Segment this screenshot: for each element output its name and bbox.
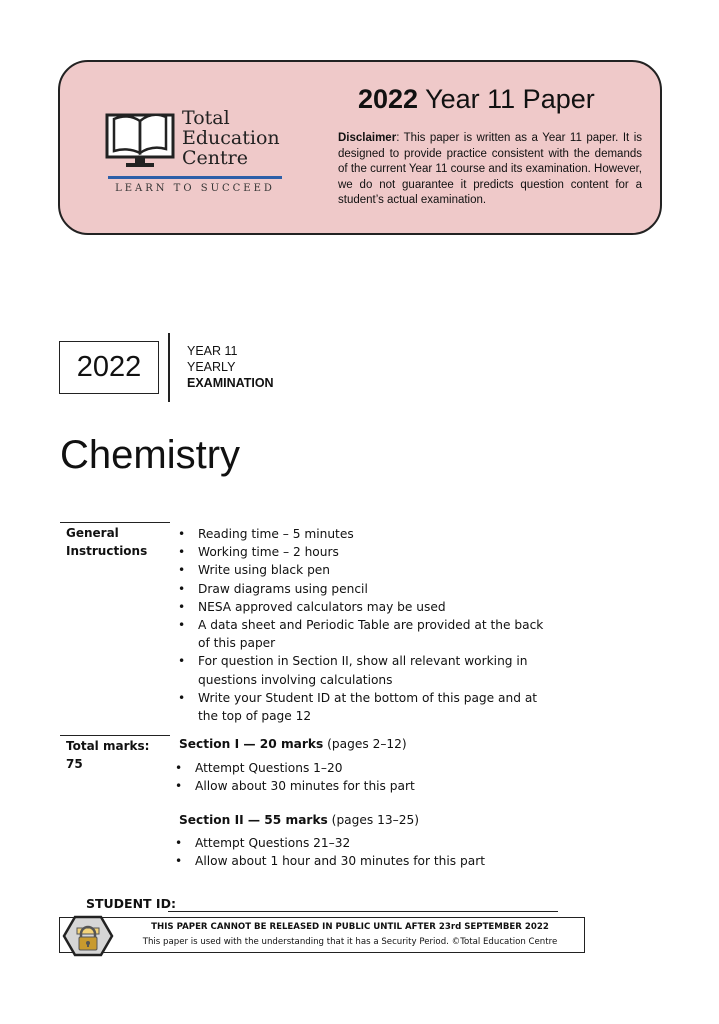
general-label-line1: General — [66, 526, 119, 540]
logo — [100, 100, 290, 200]
list-item: • For question in Section II, show all relevant working in questions involving calculations — [176, 652, 556, 688]
exam-divider — [168, 333, 170, 402]
footer-security-notice: This paper is used with the understanding that it has a Security Period. ©Total Education Centre — [142, 937, 558, 947]
list-item: • Attempt Questions 1–20 — [173, 759, 573, 777]
list-item: • Write your Student ID at the bottom of this page and at the top of page 12 — [176, 689, 556, 725]
total-marks-value: 75 — [66, 757, 83, 771]
paper-year: 2022 — [358, 84, 419, 114]
student-id-label: STUDENT ID: — [86, 896, 176, 911]
paper-title — [358, 84, 595, 115]
total-marks-text: Total marks: — [66, 739, 150, 753]
section-2-heading — [179, 813, 419, 827]
section-2-pages: (pages 13–25) — [327, 813, 419, 827]
section-1-heading — [179, 737, 407, 751]
disclaimer-text: : This paper is written as a Year 11 paper. It is designed to provide practice consistent with the demands of the current Year 11 course and its examination. However, we do not guarantee it predicts question content for a student’s actual examination. — [338, 132, 642, 206]
general-instructions-list — [176, 525, 556, 725]
list-item: • Working time – 2 hours — [176, 543, 556, 561]
subject-title: Chemistry — [60, 433, 241, 477]
section-1-pages: (pages 2–12) — [323, 737, 407, 751]
exam-line-year: YEAR 11 — [187, 344, 238, 358]
student-id-field[interactable] — [168, 911, 558, 912]
logo-word-3: Centre — [182, 147, 248, 169]
logo-word-1: Total — [182, 107, 230, 129]
instructions-rule — [60, 522, 170, 523]
general-label-line2: Instructions — [66, 544, 148, 558]
exam-type — [187, 343, 274, 391]
list-item: • Allow about 30 minutes for this part — [173, 777, 573, 795]
list-item: • Draw diagrams using pencil — [176, 580, 556, 598]
list-item: • Reading time – 5 minutes — [176, 525, 556, 543]
marks-rule — [60, 735, 170, 736]
disclaimer — [338, 131, 642, 209]
logo-rule — [108, 176, 282, 179]
logo-word-2: Education — [182, 127, 280, 149]
book-monitor-icon — [104, 105, 180, 169]
total-marks-label — [66, 737, 156, 773]
list-item: • Write using black pen — [176, 561, 556, 579]
general-instructions-label — [66, 524, 156, 560]
security-lock-icon — [62, 914, 114, 958]
list-item: • A data sheet and Periodic Table are provided at the back of this paper — [176, 616, 556, 652]
exam-line-examination: EXAMINATION — [187, 376, 274, 390]
footer-release-notice: THIS PAPER CANNOT BE RELEASED IN PUBLIC UNTIL AFTER 23rd SEPTEMBER 2022 — [151, 922, 549, 932]
exam-year-box: 2022 — [59, 341, 159, 394]
exam-line-yearly: YEARLY — [187, 360, 236, 374]
logo-wordmark — [182, 108, 280, 168]
logo-tagline: LEARN TO SUCCEED — [115, 183, 275, 194]
list-item: • Attempt Questions 21–32 — [173, 834, 573, 852]
section-2-title: Section II — 55 marks — [179, 813, 328, 827]
disclaimer-label: Disclaimer — [338, 132, 397, 144]
list-item: • Allow about 1 hour and 30 minutes for this part — [173, 852, 573, 870]
paper-label: Year 11 Paper — [425, 84, 595, 114]
section-2-list — [173, 834, 573, 870]
list-item: • NESA approved calculators may be used — [176, 598, 556, 616]
section-1-list — [173, 759, 573, 795]
section-1-title: Section I — 20 marks — [179, 737, 324, 751]
